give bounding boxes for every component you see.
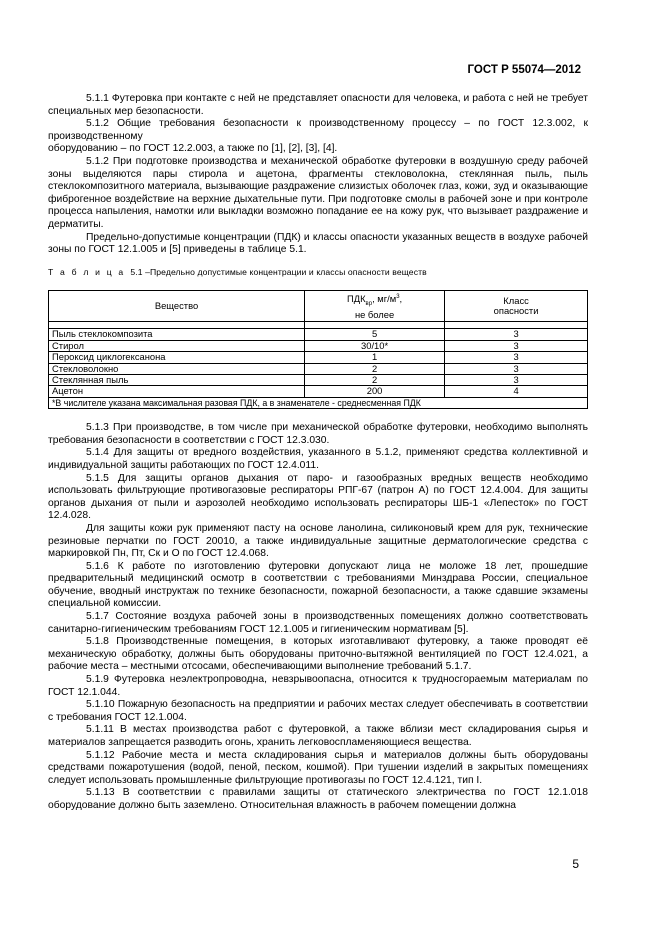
paragraph-5-1-2-general: 5.1.2 Общие требования безопасности к производственному процессу – по ГОСТ 12.3.002, к производственному xyxy=(48,118,588,142)
cell-pdk: 1 xyxy=(305,352,445,363)
table-row xyxy=(49,352,588,363)
paragraph-5-1-11: 5.1.11 В местах производства работ с футеровкой, а также вблизи мест складирования сырья и материалов запрещается разводить огонь, хранить легковоспламеняющиеся вещества. xyxy=(48,724,588,748)
table-caption xyxy=(48,266,588,279)
header-pdk-subscript: вр xyxy=(365,301,373,308)
paragraph-5-1-6: 5.1.6 К работе по изготовлению футеровки допускают лица не моложе 18 лет, прошедшие предварительный медицинский осмотр в соответствии с требованиями Минздрава России, специальное обучение, вводный инструктаж по технике безопасности, пожарной безопасности, а также сдавшие экзамены специальной комиссии. xyxy=(48,560,588,610)
table-row xyxy=(49,340,588,351)
cell-hazard-class: 3 xyxy=(445,363,588,374)
header-pdk-label: ПДК xyxy=(346,293,366,305)
table-caption-text: 5.1 –Предельно допустимые концентрации и классы опасности веществ xyxy=(130,266,427,277)
header-pdk-comma: , xyxy=(399,293,403,305)
paragraph-5-1-4: 5.1.4 Для защиты от вредного воздействия, указанного в 5.1.2, применяют средства коллективной и индивидуальной защиты работающих по ГОСТ 12.4.011. xyxy=(48,447,588,471)
paragraph-5-1-12: 5.1.12 Рабочие места и места складирования сырья и материалов должны быть оборудованы средствами пожаротушения (водой, пеной, песком, кошмой). При тушении изделий в закрытых помещениях следует использовать промышленные фильтрующие противогазы по ГОСТ 12.4.121, тип I. xyxy=(48,749,588,786)
header-pdk-superscript: 3 xyxy=(396,294,400,301)
cell-substance: Пыль стеклокомпозита xyxy=(49,329,305,340)
paragraph-5-1-3: 5.1.3 При производстве, в том числе при механической обработке футеровки, необходимо выполнять требования безопасности в соответствии с ГОСТ 12.3.030. xyxy=(48,422,588,446)
cell-pdk: 2 xyxy=(305,363,445,374)
table-row xyxy=(49,374,588,385)
cell-hazard-class: 3 xyxy=(445,340,588,351)
paragraph-5-1-1: 5.1.1 Футеровка при контакте с ней не представляет опасности для человека, и работа с ней не требует специальных мер безопасности. xyxy=(48,93,588,117)
paragraph-5-1-10: 5.1.10 Пожарную безопасность на предприятии и рабочих местах следует обеспечивать в соответствии с требования ГОСТ 12.1.004. xyxy=(48,699,588,723)
cell-substance: Стекловолокно xyxy=(49,363,305,374)
document-body xyxy=(48,93,588,813)
page-number: 5 xyxy=(572,857,579,871)
table-note-row xyxy=(49,397,588,408)
header-substance: Вещество xyxy=(49,291,305,322)
paragraph-5-1-5: 5.1.5 Для защиты органов дыхания от паро- и газообразных вредных веществ необходимо использовать фильтрующие противогазовые респираторы РПГ-67 (патрон А) по ГОСТ 12.4.004. Для защиты органов дыхания от пыли и аэрозолей необходимо использовать респираторы ШБ-1 «Лепесток» по ГОСТ 12.4.028. xyxy=(48,472,588,522)
header-class-line2: опасности xyxy=(493,305,539,317)
table-note: *В числителе указана максимальная разовая ПДК, а в знаменателе - среднесменная ПДК xyxy=(49,397,588,408)
cell-hazard-class: 3 xyxy=(445,374,588,385)
pdk-table xyxy=(48,290,588,409)
document-header: ГОСТ Р 55074—2012 xyxy=(467,64,581,76)
table-header-row xyxy=(49,291,588,322)
paragraph-5-1-13: 5.1.13 В соответствии с правилами защиты от статического электричества по ГОСТ 12.1.018 оборудование должно быть заземлено. Относительная влажность в рабочем помещении должна xyxy=(48,787,588,811)
header-pdk-limit: не более xyxy=(354,308,395,320)
paragraph-5-1-7: 5.1.7 Состояние воздуха рабочей зоны в производственных помещениях должно соответствовать санитарно-гигиеническим требованиям ГОСТ 12.1.005 и гигиеническим нормативам [5]. xyxy=(48,611,588,635)
table-row xyxy=(49,386,588,397)
cell-hazard-class: 3 xyxy=(445,352,588,363)
cell-hazard-class: 4 xyxy=(445,386,588,397)
paragraph-skin-protection: Для защиты кожи рук применяют пасту на основе ланолина, силиконовый крем для рук, технические резиновые перчатки по ГОСТ 20010, а также индивидуальные защитные дерматологические средства с маркировкой Пн, Пт, Ск и О по ГОСТ 12.4.068. xyxy=(48,522,588,560)
paragraph-5-1-2-hazards: 5.1.2 При подготовке производства и механической обработке футеровки в воздушную среду рабочей зоны выделяются пары стирола и ацетона, фрагменты стекловолокна, стеклянная пыль, пыль стеклокомпозитного материала, вызывающие раздражение слизистых оболочек глаз, кожи, зуд и оказывающие фиброгенное воздействие на верхние дыхательные пути. При подготовке смолы в рабочей зоне и при контроле процесса напыления, намотки или выкладки возможно попадание ее на кожу рук, что вызывает раздражение и дерматиты. xyxy=(48,155,588,230)
cell-pdk: 30/10* xyxy=(305,340,445,351)
paragraph-5-1-2-continuation: оборудованию – по ГОСТ 12.2.003, а также по [1], [2], [3], [4]. xyxy=(48,143,338,155)
paragraph-pdk-intro: Предельно-допустимые концентрации (ПДК) и классы опасности указанных веществ в воздухе рабочей зоны по ГОСТ 12.1.005 и [5] приведены в таблице 5.1. xyxy=(48,231,588,256)
header-class-line1: Класс xyxy=(503,294,529,306)
paragraph-5-1-8: 5.1.8 Производственные помещения, в которых изготавливают футеровку, а также проводят её механическую обработку, должны быть оборудованы приточно-вытяжной вентиляцией по ГОСТ 12.4.021, а рабочие места – местными отсосами, обеспечивающими выполнение требований 5.1.7. xyxy=(48,636,588,673)
cell-substance: Ацетон xyxy=(49,386,305,397)
cell-hazard-class: 3 xyxy=(445,329,588,340)
cell-pdk: 200 xyxy=(305,386,445,397)
header-pdk-unit: , мг/м xyxy=(372,293,397,305)
header-hazard-class xyxy=(445,291,588,322)
paragraph-5-1-9: 5.1.9 Футеровка неэлектропроводна, невзрывоопасна, относится к трудносгораемым материалам по ГОСТ 12.1.044. xyxy=(48,674,588,698)
table-row xyxy=(49,329,588,340)
cell-pdk: 2 xyxy=(305,374,445,385)
table-caption-label: Т а б л и ц а xyxy=(48,266,126,277)
cell-substance: Стирол xyxy=(49,340,305,351)
cell-substance: Пероксид циклогексанона xyxy=(49,352,305,363)
header-pdk xyxy=(305,291,445,322)
cell-substance: Стеклянная пыль xyxy=(49,374,305,385)
table-row xyxy=(49,363,588,374)
cell-pdk: 5 xyxy=(305,329,445,340)
